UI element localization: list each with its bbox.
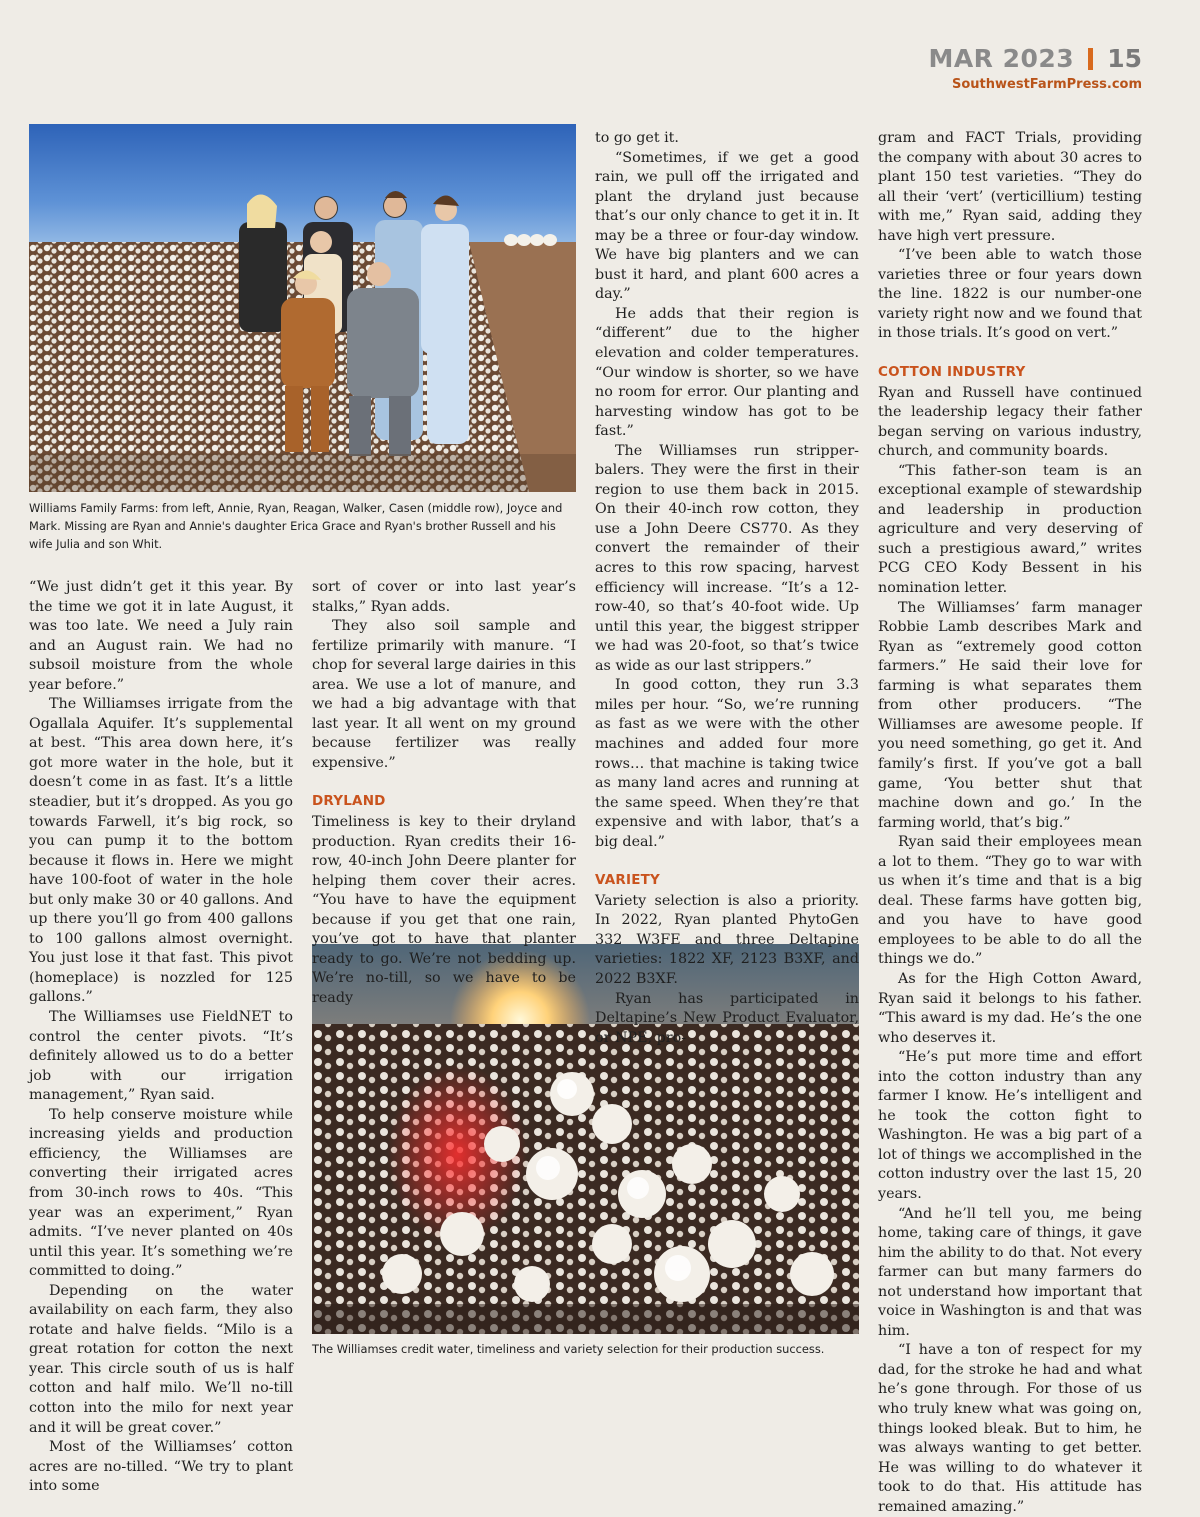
paragraph: The Williamses irrigate from the Ogallala Aquifer. It’s supplemental at best. “This area down here, it’s got more water in the hole, but it doesn’t come in as fast. It’s a little steadier, but it’s dropped. As you go towards Farwell, it’s big rock, so you can pump it to the bottom because it flows in. Here we might have 100-foot of water in the hole but only make 30 or 40 gallons. And up there you’ll go from 400 gallons to 100 gallons almost overnight. You just lose it that fast. This pivot (homeplace) is nozzled for 125 gallons.” xyxy=(29,696,293,1006)
section-heading-variety: VARIETY xyxy=(595,872,661,889)
paragraph: To help conserve moisture while increasing yields and production efficiency, the Williamses are converting their irrigated acres from 30-inch rows to 40s. “This year was an experiment,” Ryan admits. “I’ve never planted on 40s until this year. It’s something we’re committed to doing.” xyxy=(29,1106,293,1280)
site-url: SouthwestFarmPress.com xyxy=(952,77,1142,92)
paragraph: He adds that their region is “different” due to the higher elevation and colder temperatures. “Our window is shorter, so we have no room for error. Our planting and harvesting window has got to be fast.” xyxy=(595,305,859,440)
paragraph: “And he’ll tell you, me being home, taking care of things, it gave him the ability to do that. Not every farmer can but many farmers do not understand how important that voice in Washington is and that was him. xyxy=(878,1205,1142,1339)
page-number: 15 xyxy=(1107,44,1142,73)
paragraph: The Williamses use FieldNET to control the center pivots. “It’s definitely allowed us to do a better job with our irrigation management,” Ryan said. xyxy=(29,1009,293,1104)
paragraph: They also soil sample and fertilize primarily with manure. “I chop for several large dairies in this area. We use a lot of manure, and we had a big advantage with that last year. It all went on my ground because fertilizer was really expensive.” xyxy=(312,618,576,771)
paragraph: Ryan and Russell have continued the leadership legacy their father began serving on various industry, church, and community boards. xyxy=(878,384,1142,460)
paragraph: The Williamses run stripper-balers. They were the first in their region to use them back in 2015. On their 40-inch row cotton, they use a John Deere CS770. As they convert the remainder of their acres to this row spacing, harvest efficiency will increase. “It’s a 12-row-40, so that’s 40-foot wide. Up until this year, the biggest stripper we had was 20-foot, so that’s twice as wide as our last strippers.” xyxy=(595,442,859,674)
article-column-4 xyxy=(878,129,1142,1517)
sunset-photo-caption: The Williamses credit water, timeliness and variety selection for their production success. xyxy=(312,1342,825,1356)
family-photo xyxy=(29,124,576,492)
paragraph: Most of the Williamses’ cotton acres are no-tilled. “We try to plant into some xyxy=(29,1439,293,1495)
paragraph: The Williamses’ farm manager Robbie Lamb describes Mark and Ryan as “extremely good cotton farmers.” He said their love for farming is what separates them from other producers. “The Williamses are awesome people. If you need something, go get it. And family’s first. If you’ve got a ball game, ‘You better shut that machine down and go.’ In the farming world, that’s big.” xyxy=(878,599,1142,831)
paragraph: sort of cover or into last year’s stalks,” Ryan adds. xyxy=(312,579,576,615)
issue-date: MAR 2023 xyxy=(928,44,1075,73)
paragraph: “Sometimes, if we get a good rain, we pull off the irrigated and plant the dryland just because that’s our only chance to get it in. It may be a three or four-day window. We have big planters and we can bust it hard, and plant 600 acres a day.” xyxy=(595,149,859,303)
paragraph: Variety selection is also a priority. In 2022, Ryan planted PhytoGen 332 W3FE and three Deltapine varieties: 1822 XF, 2123 B3XF, and 2022 B3XF. xyxy=(595,892,859,987)
header-divider xyxy=(1088,48,1093,70)
article-column-3 xyxy=(595,129,859,1048)
article-column-1 xyxy=(29,578,293,1497)
paragraph: Ryan said their employees mean a lot to them. “They go to war with us when it’s time and that is a big deal. These farms have gotten big, and you have to have good employees to be able to do all the things we do.” xyxy=(878,834,1142,968)
paragraph: “We just didn’t get it this year. By the time we got it in late August, it was too late. We need a July rain and an August rain. We had no subsoil moisture from the whole year before.” xyxy=(29,579,293,693)
issue-line xyxy=(928,44,1142,73)
family-photo-illustration xyxy=(29,124,576,492)
paragraph: Depending on the water availability on each farm, they also rotate and halve fields. “Milo is a great rotation for cotton the next year. This circle south of us is half cotton and half milo. We’ll no-till cotton into the milo for next year and it will be great cover.” xyxy=(29,1282,293,1436)
paragraph: gram and FACT Trials, providing the company with about 30 acres to plant 150 test varieties. “They do all their ‘vert’ (verticillium) testing with me,” Ryan said, adding they have high vert pressure. xyxy=(878,130,1142,244)
paragraph: “I’ve been able to watch those varieties three or four years down the line. 1822 is our number-one variety right now and we found that in those trials. It’s good on vert.” xyxy=(878,247,1142,342)
paragraph: “I have a ton of respect for my dad, for the stroke he had and what he’s gone through. For those of us who truly knew what was going on, things looked bleak. But to him, he was always wanting to get better. He was willing to do whatever it took to do that. His attitude has remained amazing.” xyxy=(878,1342,1142,1515)
paragraph: As for the High Cotton Award, Ryan said it belongs to his father. “This award is my dad. He’s the one who deserves it. xyxy=(878,970,1142,1046)
paragraph: Ryan has participated in Deltapine’s New Product Evaluator, or NPE, pro- xyxy=(595,990,859,1046)
section-heading-cotton-industry: COTTON INDUSTRY xyxy=(878,364,1026,381)
paragraph: to go get it. xyxy=(595,130,679,146)
paragraph: Timeliness is key to their dryland production. Ryan credits their 16-row, 40-inch John Deere planter for helping them cover their acres. “You have to have the equipment because if you get that one rain, you’ve got to have that planter ready to go. We’re not bedding up. We’re no-till, so we have to be ready xyxy=(312,814,576,1006)
paragraph: In good cotton, they run 3.3 miles per hour. “So, we’re running as fast as we were with the other machines and added four more rows… that machine is taking twice as many land acres and running at the same speed. When they’re that expensive and with labor, that’s a big deal.” xyxy=(595,677,859,850)
paragraph: “He’s put more time and effort into the cotton industry than any farmer I know. He’s intelligent and he took the cotton fight to Washington. He was a big part of a lot of things we accomplished in the cotton industry over the last 15, 20 years. xyxy=(878,1049,1142,1202)
section-heading-dryland: DRYLAND xyxy=(312,793,386,810)
paragraph: “This father-son team is an exceptional example of stewardship and leadership in production agriculture and very deserving of such a prestigious award,” writes PCG CEO Kody Bessent in his nomination letter. xyxy=(878,462,1142,597)
page-header xyxy=(928,44,1142,92)
article-column-2 xyxy=(312,578,576,1008)
family-photo-caption: Williams Family Farms: from left, Annie, Ryan, Reagan, Walker, Casen (middle row), Joyce and Mark. Missing are Ryan and Annie's daughter Erica Grace and Ryan's brother Russell and his wife Julia and son Whit. xyxy=(29,501,563,551)
